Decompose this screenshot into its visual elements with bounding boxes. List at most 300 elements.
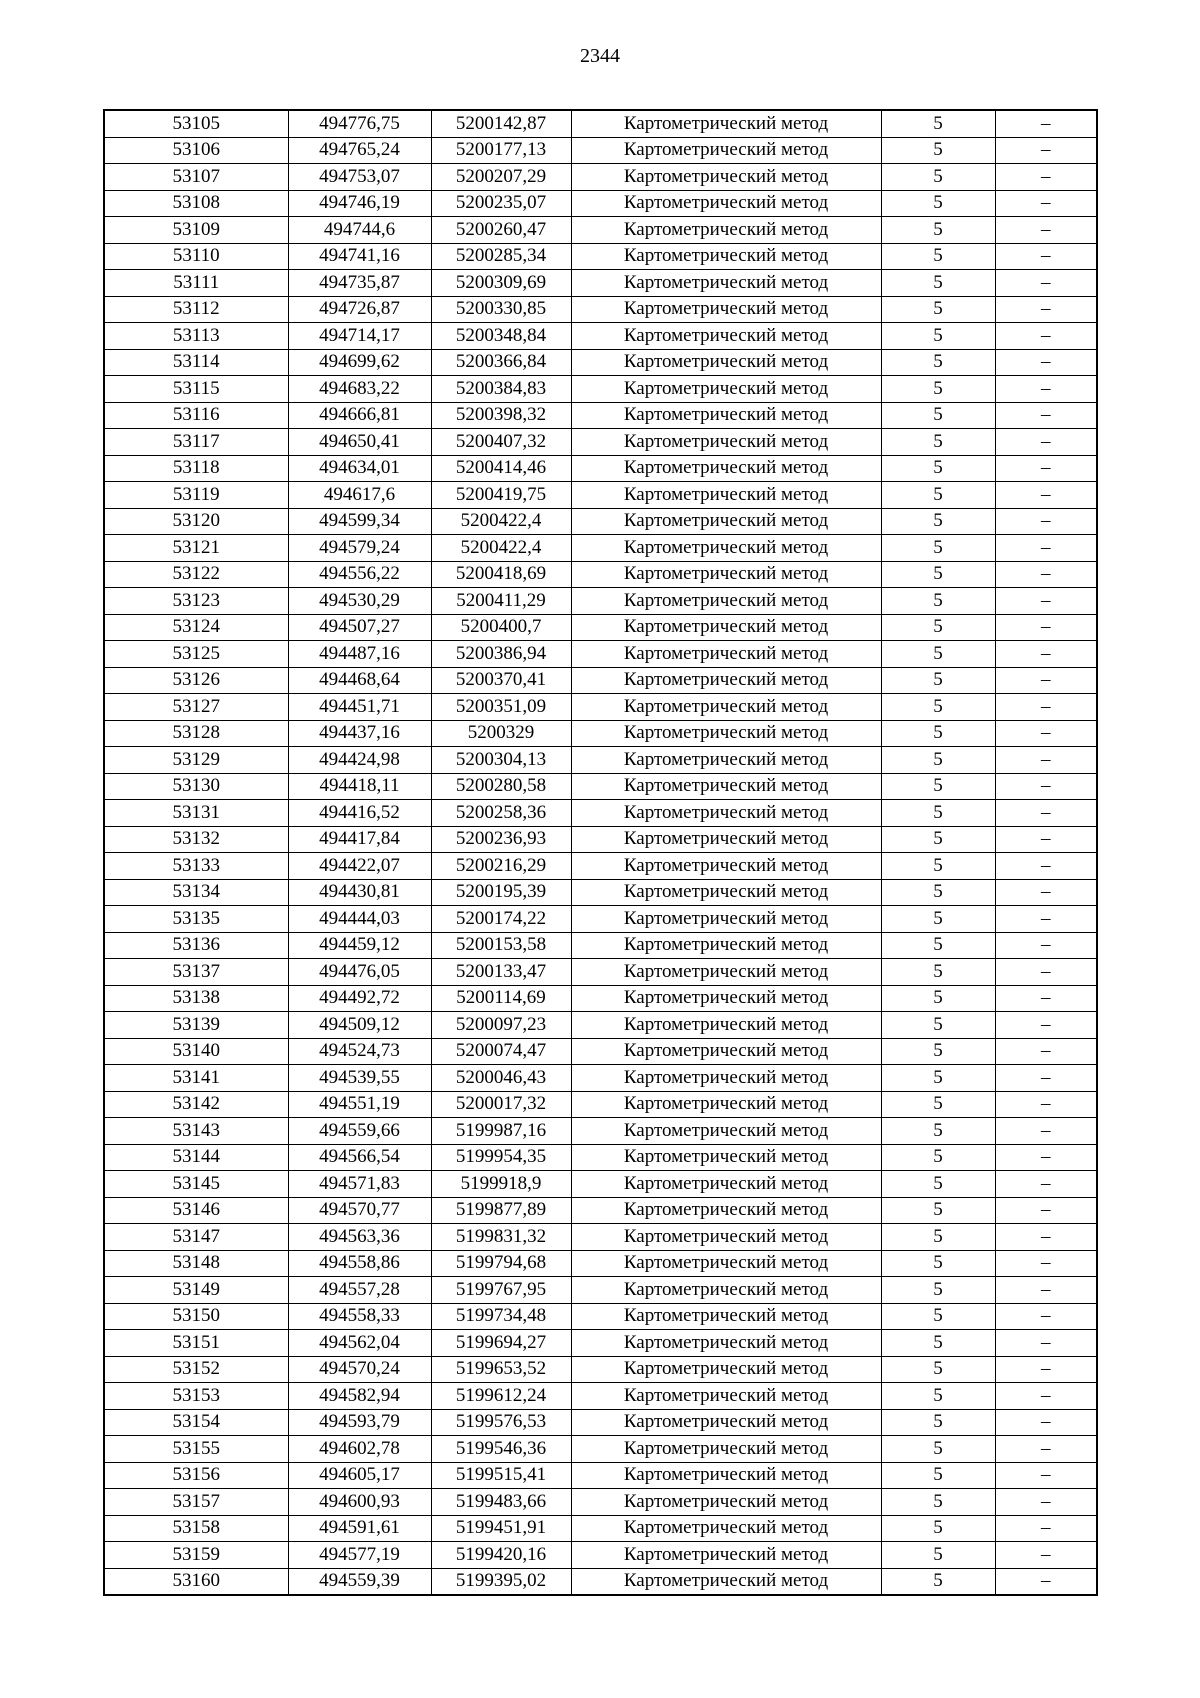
table-row [104,720,1097,747]
table-row [104,773,1097,800]
point-number-cell: 53117 [104,429,288,456]
y-coordinate-cell: 5199546,36 [431,1436,571,1463]
accuracy-cell: 5 [881,137,995,164]
accuracy-cell: 5 [881,535,995,562]
y-coordinate-cell: 5199576,53 [431,1409,571,1436]
point-number-cell: 53116 [104,402,288,429]
x-coordinate-cell: 494753,07 [288,164,431,191]
table-row [104,402,1097,429]
method-cell: Картометрический метод [571,1277,881,1304]
description-cell: – [995,561,1097,588]
description-cell: – [995,1542,1097,1569]
table-row [104,1250,1097,1277]
x-coordinate-cell: 494579,24 [288,535,431,562]
accuracy-cell: 5 [881,906,995,933]
x-coordinate-cell: 494600,93 [288,1489,431,1516]
point-number-cell: 53153 [104,1383,288,1410]
point-number-cell: 53150 [104,1303,288,1330]
table-row [104,1542,1097,1569]
x-coordinate-cell: 494437,16 [288,720,431,747]
y-coordinate-cell: 5200280,58 [431,773,571,800]
description-cell: – [995,667,1097,694]
method-cell: Картометрический метод [571,137,881,164]
table-row [104,164,1097,191]
method-cell: Картометрический метод [571,1436,881,1463]
table-row [104,296,1097,323]
x-coordinate-cell: 494562,04 [288,1330,431,1357]
x-coordinate-cell: 494765,24 [288,137,431,164]
x-coordinate-cell: 494492,72 [288,985,431,1012]
x-coordinate-cell: 494577,19 [288,1542,431,1569]
description-cell: – [995,296,1097,323]
point-number-cell: 53126 [104,667,288,694]
x-coordinate-cell: 494650,41 [288,429,431,456]
description-cell: – [995,1091,1097,1118]
description-cell: – [995,1356,1097,1383]
y-coordinate-cell: 5200419,75 [431,482,571,509]
method-cell: Картометрический метод [571,959,881,986]
point-number-cell: 53105 [104,110,288,137]
point-number-cell: 53112 [104,296,288,323]
x-coordinate-cell: 494422,07 [288,853,431,880]
point-number-cell: 53147 [104,1224,288,1251]
point-number-cell: 53123 [104,588,288,615]
x-coordinate-cell: 494451,71 [288,694,431,721]
y-coordinate-cell: 5200418,69 [431,561,571,588]
table-row [104,932,1097,959]
method-cell: Картометрический метод [571,614,881,641]
point-number-cell: 53121 [104,535,288,562]
table-row [104,800,1097,827]
table-row [104,1356,1097,1383]
method-cell: Картометрический метод [571,826,881,853]
y-coordinate-cell: 5200017,32 [431,1091,571,1118]
accuracy-cell: 5 [881,1542,995,1569]
table-row [104,190,1097,217]
accuracy-cell: 5 [881,1515,995,1542]
description-cell: – [995,508,1097,535]
description-cell: – [995,985,1097,1012]
method-cell: Картометрический метод [571,906,881,933]
description-cell: – [995,1171,1097,1198]
point-number-cell: 53158 [104,1515,288,1542]
table-row [104,1436,1097,1463]
method-cell: Картометрический метод [571,694,881,721]
accuracy-cell: 5 [881,1038,995,1065]
table-row [104,1568,1097,1595]
accuracy-cell: 5 [881,773,995,800]
description-cell: – [995,1250,1097,1277]
x-coordinate-cell: 494570,77 [288,1197,431,1224]
x-coordinate-cell: 494418,11 [288,773,431,800]
method-cell: Картометрический метод [571,296,881,323]
table-row [104,641,1097,668]
method-cell: Картометрический метод [571,641,881,668]
table-row [104,1303,1097,1330]
accuracy-cell: 5 [881,1356,995,1383]
method-cell: Картометрический метод [571,270,881,297]
accuracy-cell: 5 [881,1568,995,1595]
table-row [104,1409,1097,1436]
method-cell: Картометрический метод [571,349,881,376]
accuracy-cell: 5 [881,1383,995,1410]
table-row [104,1171,1097,1198]
x-coordinate-cell: 494602,78 [288,1436,431,1463]
point-number-cell: 53129 [104,747,288,774]
description-cell: – [995,826,1097,853]
method-cell: Картометрический метод [571,1515,881,1542]
accuracy-cell: 5 [881,270,995,297]
accuracy-cell: 5 [881,1277,995,1304]
table-row [104,1197,1097,1224]
accuracy-cell: 5 [881,561,995,588]
x-coordinate-cell: 494571,83 [288,1171,431,1198]
coordinates-table-body [104,110,1097,1595]
y-coordinate-cell: 5200207,29 [431,164,571,191]
table-row [104,508,1097,535]
accuracy-cell: 5 [881,1409,995,1436]
accuracy-cell: 5 [881,1489,995,1516]
x-coordinate-cell: 494551,19 [288,1091,431,1118]
y-coordinate-cell: 5199694,27 [431,1330,571,1357]
y-coordinate-cell: 5199395,02 [431,1568,571,1595]
point-number-cell: 53127 [104,694,288,721]
table-row [104,1038,1097,1065]
description-cell: – [995,1224,1097,1251]
description-cell: – [995,402,1097,429]
table-row [104,826,1097,853]
point-number-cell: 53154 [104,1409,288,1436]
description-cell: – [995,720,1097,747]
point-number-cell: 53137 [104,959,288,986]
method-cell: Картометрический метод [571,588,881,615]
description-cell: – [995,217,1097,244]
accuracy-cell: 5 [881,1171,995,1198]
y-coordinate-cell: 5200153,58 [431,932,571,959]
x-coordinate-cell: 494487,16 [288,641,431,668]
y-coordinate-cell: 5200046,43 [431,1065,571,1092]
accuracy-cell: 5 [881,1462,995,1489]
point-number-cell: 53134 [104,879,288,906]
y-coordinate-cell: 5200329 [431,720,571,747]
description-cell: – [995,1568,1097,1595]
y-coordinate-cell: 5199734,48 [431,1303,571,1330]
accuracy-cell: 5 [881,720,995,747]
description-cell: – [995,1462,1097,1489]
y-coordinate-cell: 5200411,29 [431,588,571,615]
method-cell: Картометрический метод [571,747,881,774]
y-coordinate-cell: 5199794,68 [431,1250,571,1277]
point-number-cell: 53128 [104,720,288,747]
description-cell: – [995,1118,1097,1145]
accuracy-cell: 5 [881,1118,995,1145]
accuracy-cell: 5 [881,879,995,906]
point-number-cell: 53107 [104,164,288,191]
point-number-cell: 53139 [104,1012,288,1039]
x-coordinate-cell: 494558,33 [288,1303,431,1330]
method-cell: Картометрический метод [571,1462,881,1489]
table-row [104,853,1097,880]
y-coordinate-cell: 5200384,83 [431,376,571,403]
point-number-cell: 53133 [104,853,288,880]
point-number-cell: 53151 [104,1330,288,1357]
x-coordinate-cell: 494699,62 [288,349,431,376]
accuracy-cell: 5 [881,1091,995,1118]
table-row [104,1277,1097,1304]
method-cell: Картометрический метод [571,1356,881,1383]
point-number-cell: 53160 [104,1568,288,1595]
method-cell: Картометрический метод [571,1197,881,1224]
y-coordinate-cell: 5199987,16 [431,1118,571,1145]
table-row [104,985,1097,1012]
accuracy-cell: 5 [881,1436,995,1463]
y-coordinate-cell: 5200422,4 [431,508,571,535]
point-number-cell: 53114 [104,349,288,376]
point-number-cell: 53110 [104,243,288,270]
point-number-cell: 53118 [104,455,288,482]
x-coordinate-cell: 494557,28 [288,1277,431,1304]
y-coordinate-cell: 5199483,66 [431,1489,571,1516]
method-cell: Картометрический метод [571,1012,881,1039]
x-coordinate-cell: 494582,94 [288,1383,431,1410]
description-cell: – [995,323,1097,350]
description-cell: – [995,1383,1097,1410]
description-cell: – [995,164,1097,191]
table-row [104,376,1097,403]
x-coordinate-cell: 494735,87 [288,270,431,297]
method-cell: Картометрический метод [571,1303,881,1330]
x-coordinate-cell: 494776,75 [288,110,431,137]
table-row [104,1383,1097,1410]
description-cell: – [995,1409,1097,1436]
method-cell: Картометрический метод [571,1038,881,1065]
method-cell: Картометрический метод [571,508,881,535]
x-coordinate-cell: 494617,6 [288,482,431,509]
accuracy-cell: 5 [881,217,995,244]
point-number-cell: 53113 [104,323,288,350]
table-row [104,482,1097,509]
y-coordinate-cell: 5200258,36 [431,800,571,827]
method-cell: Картометрический метод [571,853,881,880]
point-number-cell: 53111 [104,270,288,297]
accuracy-cell: 5 [881,1330,995,1357]
method-cell: Картометрический метод [571,429,881,456]
method-cell: Картометрический метод [571,1409,881,1436]
method-cell: Картометрический метод [571,1144,881,1171]
table-row [104,243,1097,270]
y-coordinate-cell: 5199877,89 [431,1197,571,1224]
description-cell: – [995,932,1097,959]
y-coordinate-cell: 5200330,85 [431,296,571,323]
y-coordinate-cell: 5200398,32 [431,402,571,429]
description-cell: – [995,1436,1097,1463]
x-coordinate-cell: 494714,17 [288,323,431,350]
x-coordinate-cell: 494559,66 [288,1118,431,1145]
description-cell: – [995,1197,1097,1224]
point-number-cell: 53115 [104,376,288,403]
table-row [104,561,1097,588]
method-cell: Картометрический метод [571,1065,881,1092]
table-row [104,535,1097,562]
accuracy-cell: 5 [881,1224,995,1251]
point-number-cell: 53138 [104,985,288,1012]
method-cell: Картометрический метод [571,217,881,244]
point-number-cell: 53149 [104,1277,288,1304]
x-coordinate-cell: 494507,27 [288,614,431,641]
y-coordinate-cell: 5199451,91 [431,1515,571,1542]
method-cell: Картометрический метод [571,1091,881,1118]
y-coordinate-cell: 5200260,47 [431,217,571,244]
method-cell: Картометрический метод [571,1383,881,1410]
accuracy-cell: 5 [881,349,995,376]
x-coordinate-cell: 494530,29 [288,588,431,615]
y-coordinate-cell: 5199918,9 [431,1171,571,1198]
point-number-cell: 53152 [104,1356,288,1383]
accuracy-cell: 5 [881,747,995,774]
method-cell: Картометрический метод [571,190,881,217]
point-number-cell: 53135 [104,906,288,933]
x-coordinate-cell: 494566,54 [288,1144,431,1171]
method-cell: Картометрический метод [571,667,881,694]
point-number-cell: 53140 [104,1038,288,1065]
table-row [104,137,1097,164]
point-number-cell: 53142 [104,1091,288,1118]
accuracy-cell: 5 [881,190,995,217]
x-coordinate-cell: 494416,52 [288,800,431,827]
point-number-cell: 53148 [104,1250,288,1277]
x-coordinate-cell: 494509,12 [288,1012,431,1039]
description-cell: – [995,1012,1097,1039]
description-cell: – [995,747,1097,774]
y-coordinate-cell: 5200236,93 [431,826,571,853]
x-coordinate-cell: 494634,01 [288,455,431,482]
y-coordinate-cell: 5199515,41 [431,1462,571,1489]
y-coordinate-cell: 5199653,52 [431,1356,571,1383]
x-coordinate-cell: 494559,39 [288,1568,431,1595]
point-number-cell: 53120 [104,508,288,535]
table-row [104,879,1097,906]
table-row [104,455,1097,482]
description-cell: – [995,1303,1097,1330]
y-coordinate-cell: 5200407,32 [431,429,571,456]
point-number-cell: 53125 [104,641,288,668]
x-coordinate-cell: 494605,17 [288,1462,431,1489]
accuracy-cell: 5 [881,1250,995,1277]
point-number-cell: 53108 [104,190,288,217]
x-coordinate-cell: 494746,19 [288,190,431,217]
y-coordinate-cell: 5200309,69 [431,270,571,297]
method-cell: Картометрический метод [571,985,881,1012]
table-row [104,349,1097,376]
y-coordinate-cell: 5200304,13 [431,747,571,774]
y-coordinate-cell: 5200366,84 [431,349,571,376]
description-cell: – [995,1277,1097,1304]
table-row [104,110,1097,137]
x-coordinate-cell: 494444,03 [288,906,431,933]
y-coordinate-cell: 5200114,69 [431,985,571,1012]
method-cell: Картометрический метод [571,720,881,747]
description-cell: – [995,455,1097,482]
method-cell: Картометрический метод [571,482,881,509]
y-coordinate-cell: 5200174,22 [431,906,571,933]
description-cell: – [995,1144,1097,1171]
accuracy-cell: 5 [881,164,995,191]
description-cell: – [995,959,1097,986]
accuracy-cell: 5 [881,667,995,694]
description-cell: – [995,641,1097,668]
accuracy-cell: 5 [881,959,995,986]
point-number-cell: 53145 [104,1171,288,1198]
accuracy-cell: 5 [881,694,995,721]
x-coordinate-cell: 494539,55 [288,1065,431,1092]
point-number-cell: 53130 [104,773,288,800]
point-number-cell: 53132 [104,826,288,853]
y-coordinate-cell: 5200370,41 [431,667,571,694]
y-coordinate-cell: 5200386,94 [431,641,571,668]
accuracy-cell: 5 [881,932,995,959]
method-cell: Картометрический метод [571,1171,881,1198]
table-row [104,1144,1097,1171]
y-coordinate-cell: 5199831,32 [431,1224,571,1251]
y-coordinate-cell: 5199612,24 [431,1383,571,1410]
accuracy-cell: 5 [881,482,995,509]
method-cell: Картометрический метод [571,455,881,482]
method-cell: Картометрический метод [571,1250,881,1277]
table-row [104,694,1097,721]
method-cell: Картометрический метод [571,376,881,403]
x-coordinate-cell: 494744,6 [288,217,431,244]
description-cell: – [995,773,1097,800]
point-number-cell: 53144 [104,1144,288,1171]
method-cell: Картометрический метод [571,243,881,270]
y-coordinate-cell: 5200195,39 [431,879,571,906]
method-cell: Картометрический метод [571,932,881,959]
accuracy-cell: 5 [881,853,995,880]
accuracy-cell: 5 [881,1197,995,1224]
method-cell: Картометрический метод [571,535,881,562]
method-cell: Картометрический метод [571,110,881,137]
accuracy-cell: 5 [881,323,995,350]
description-cell: – [995,1489,1097,1516]
method-cell: Картометрический метод [571,1118,881,1145]
y-coordinate-cell: 5200351,09 [431,694,571,721]
x-coordinate-cell: 494726,87 [288,296,431,323]
description-cell: – [995,1515,1097,1542]
accuracy-cell: 5 [881,1144,995,1171]
description-cell: – [995,879,1097,906]
accuracy-cell: 5 [881,402,995,429]
method-cell: Картометрический метод [571,323,881,350]
table-row [104,959,1097,986]
description-cell: – [995,1038,1097,1065]
table-row [104,270,1097,297]
accuracy-cell: 5 [881,243,995,270]
accuracy-cell: 5 [881,1065,995,1092]
accuracy-cell: 5 [881,110,995,137]
point-number-cell: 53131 [104,800,288,827]
point-number-cell: 53141 [104,1065,288,1092]
accuracy-cell: 5 [881,588,995,615]
accuracy-cell: 5 [881,1012,995,1039]
table-row [104,323,1097,350]
description-cell: – [995,694,1097,721]
table-row [104,217,1097,244]
table-row [104,588,1097,615]
y-coordinate-cell: 5200285,34 [431,243,571,270]
x-coordinate-cell: 494468,64 [288,667,431,694]
point-number-cell: 53157 [104,1489,288,1516]
table-row [104,1330,1097,1357]
